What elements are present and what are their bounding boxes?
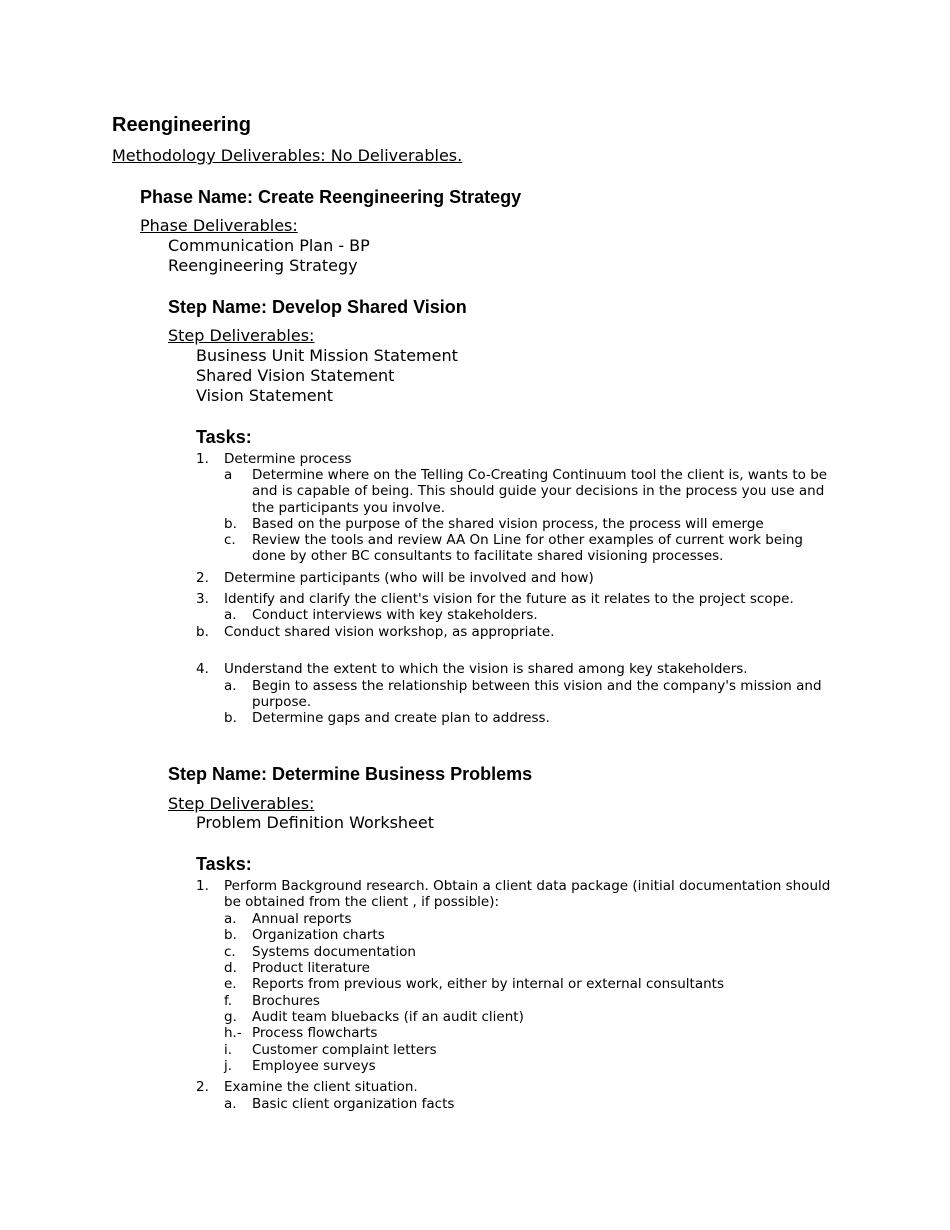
phase-name: Phase Name: Create Reengineering Strategy [140, 187, 522, 207]
step-deliverables-label: Step Deliverables: [168, 326, 315, 345]
task-text: Process flowcharts [252, 1025, 378, 1041]
task-text: Determine where on the Telling Co-Creating Continuum tool the client is, wants to be and is capable of being. This should guide your decisions in the process you use and the participants you involve. [252, 467, 828, 516]
task-text: Determine process [224, 451, 352, 467]
task-item [224, 467, 838, 516]
task-item [196, 591, 836, 607]
task-text: Systems documentation [252, 944, 416, 960]
deliverable-item: Business Unit Mission Statement [196, 346, 458, 365]
task-item [224, 607, 838, 623]
task-text: Customer complaint letters [252, 1042, 437, 1058]
task-marker: b. [224, 710, 237, 726]
task-marker: 3. [196, 591, 209, 607]
deliverable-item: Shared Vision Statement [196, 366, 395, 385]
task-item [196, 661, 836, 677]
task-text: Determine participants (who will be involved and how) [224, 570, 594, 586]
task-item [224, 1096, 838, 1112]
task-text: Employee surveys [252, 1058, 376, 1074]
task-marker: a. [224, 911, 237, 927]
tasks-heading: Tasks: [196, 854, 252, 874]
task-text: Examine the client situation. [224, 1079, 418, 1095]
task-item [224, 944, 838, 960]
task-marker: a. [224, 1096, 237, 1112]
task-text: Determine gaps and create plan to address. [252, 710, 550, 726]
task-text: Perform Background research. Obtain a client data package (initial documentation should be obtained from the client , if possible): [224, 878, 831, 911]
task-item [224, 927, 838, 943]
phase-deliverables-list [168, 236, 370, 276]
task-marker: i. [224, 1042, 233, 1058]
task-text: Product literature [252, 960, 370, 976]
task-text: Conduct shared vision workshop, as appropriate. [224, 624, 555, 640]
task-marker: 1. [196, 451, 209, 467]
task-marker: a. [224, 607, 237, 623]
deliverable-item: Vision Statement [196, 386, 334, 405]
task-item [224, 976, 838, 992]
task-text: Audit team bluebacks (if an audit client) [252, 1009, 524, 1025]
task-text: Review the tools and review AA On Line for other examples of current work being done by other BC consultants to facilitate shared visioning processes. [252, 532, 804, 565]
task-marker: b. [224, 516, 237, 532]
deliverable-item: Problem Definition Worksheet [196, 813, 435, 832]
task-marker: e. [224, 976, 237, 992]
task-text: Understand the extent to which the vision is shared among key stakeholders. [224, 661, 748, 677]
step-deliverables-list [196, 813, 434, 833]
task-text: Basic client organization facts [252, 1096, 455, 1112]
task-item [224, 960, 838, 976]
task-text: Based on the purpose of the shared vision process, the process will emerge [252, 516, 764, 532]
task-item [224, 710, 838, 726]
task-item [196, 570, 836, 586]
task-marker: b. [196, 624, 209, 640]
tasks-heading: Tasks: [196, 427, 252, 447]
task-item [224, 1025, 838, 1041]
task-item [224, 911, 838, 927]
task-marker: j. [224, 1058, 233, 1074]
task-item [224, 1009, 838, 1025]
step-name: Step Name: Develop Shared Vision [168, 297, 467, 317]
task-marker: d. [224, 960, 237, 976]
task-text: Identify and clarify the client's vision for the future as it relates to the project scope. [224, 591, 794, 607]
task-marker: b. [224, 927, 237, 943]
deliverable-item: Reengineering Strategy [168, 256, 358, 275]
document-title: Reengineering [112, 114, 251, 136]
step-deliverables-list [196, 346, 458, 406]
task-marker: c. [224, 944, 236, 960]
step-deliverables-label: Step Deliverables: [168, 794, 315, 813]
task-marker: 1. [196, 878, 209, 894]
task-item [224, 678, 824, 711]
task-marker: a [224, 467, 233, 483]
task-item [224, 1058, 838, 1074]
deliverable-item: Communication Plan - BP [168, 236, 370, 255]
task-marker: 2. [196, 570, 209, 586]
task-item [196, 624, 836, 640]
task-marker: a. [224, 678, 237, 694]
task-item [224, 532, 838, 565]
task-item [224, 993, 838, 1009]
task-text: Conduct interviews with key stakeholders. [252, 607, 538, 623]
task-item [196, 1079, 836, 1095]
task-item [224, 1042, 838, 1058]
task-marker: f. [224, 993, 233, 1009]
task-text: Annual reports [252, 911, 352, 927]
phase-deliverables-label: Phase Deliverables: [140, 216, 298, 235]
task-item [196, 878, 836, 911]
task-marker: c. [224, 532, 236, 548]
task-text: Begin to assess the relationship between this vision and the company's mission and purpose. [252, 678, 822, 711]
step-name: Step Name: Determine Business Problems [168, 764, 533, 784]
task-marker: g. [224, 1009, 237, 1025]
task-marker: 2. [196, 1079, 209, 1095]
task-text: Reports from previous work, either by internal or external consultants [252, 976, 725, 992]
task-text: Brochures [252, 993, 320, 1009]
task-item [224, 516, 838, 532]
task-marker: 4. [196, 661, 209, 677]
task-item [196, 451, 836, 467]
methodology-deliverables: Methodology Deliverables: No Deliverables. [112, 146, 463, 165]
task-marker: h.- [224, 1025, 242, 1041]
task-text: Organization charts [252, 927, 385, 943]
